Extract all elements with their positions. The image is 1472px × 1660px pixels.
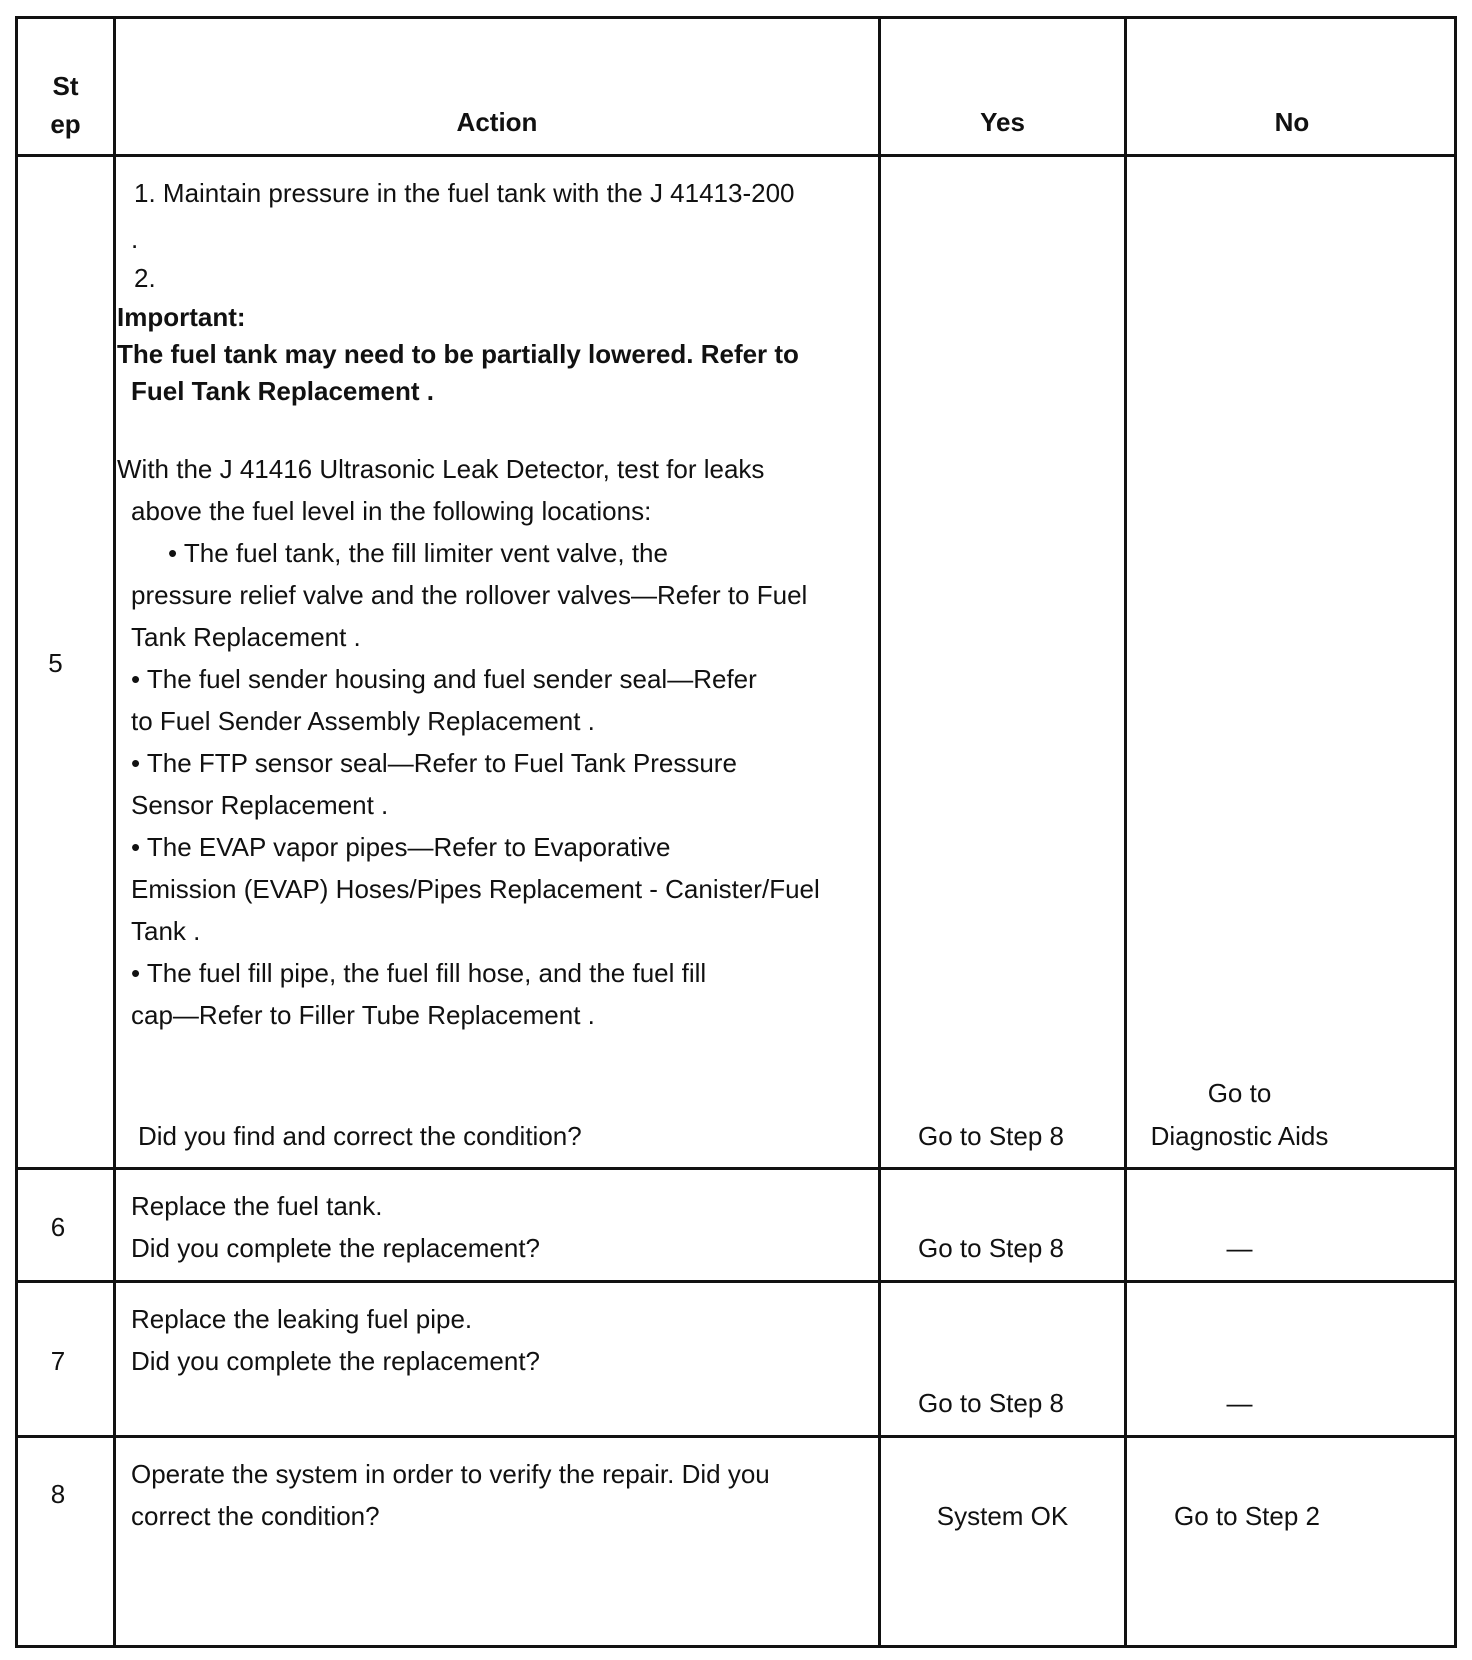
yes-cell: Go to Step 8 (918, 1233, 1064, 1263)
action-line: Sensor Replacement . (131, 790, 389, 820)
row-divider (18, 1167, 1454, 1170)
header-step: St ep (50, 71, 81, 139)
row-divider (18, 1435, 1454, 1438)
action-line: Tank Replacement . (131, 622, 361, 652)
step-number: 8 (50, 1479, 66, 1509)
bullet-line: • The fuel tank, the fill limiter vent valve, the (168, 538, 668, 568)
action-line: cap—Refer to Filler Tube Replacement . (131, 1000, 595, 1030)
action-line: . (131, 224, 139, 254)
yes-cell: System OK (936, 1501, 1069, 1531)
action-line: pressure relief valve and the rollover valves—Refer to Fuel (131, 580, 808, 610)
question-line: Did you find and correct the condition? (138, 1121, 582, 1151)
header-no: No (1274, 107, 1310, 137)
action-line: Emission (EVAP) Hoses/Pipes Replacement - Canister/Fuel (131, 874, 820, 904)
action-line: Replace the leaking fuel pipe. (131, 1304, 473, 1334)
bullet-line: • The fuel sender housing and fuel sender seal—Refer (131, 664, 757, 694)
no-cell: — (1226, 1233, 1253, 1263)
yes-cell: Go to Step 8 (918, 1388, 1064, 1418)
header-yes: Yes (980, 107, 1025, 137)
action-line: 2. (134, 263, 156, 293)
step-number: 5 (48, 648, 63, 678)
question-line: Did you complete the replacement? (131, 1233, 541, 1263)
no-cell: Go to (1207, 1078, 1272, 1108)
action-line: to Fuel Sender Assembly Replacement . (131, 706, 595, 736)
action-line: With the J 41416 Ultrasonic Leak Detector, test for leaks (117, 454, 765, 484)
header-action: Action (456, 107, 538, 137)
no-cell: Diagnostic Aids (1150, 1121, 1329, 1151)
action-line: above the fuel level in the following locations: (131, 496, 652, 526)
important-note: Fuel Tank Replacement . (131, 376, 434, 406)
row-divider (18, 154, 1454, 157)
bullet-line: • The FTP sensor seal—Refer to Fuel Tank Pressure (131, 748, 737, 778)
step-number: 6 (50, 1212, 66, 1242)
question-line: Did you complete the replacement? (131, 1346, 541, 1376)
action-line: Tank . (131, 916, 201, 946)
bullet-line: • The fuel fill pipe, the fuel fill hose, and the fuel fill (131, 958, 707, 988)
bullet-line: • The EVAP vapor pipes—Refer to Evaporative (131, 832, 671, 862)
column-divider (113, 19, 116, 1645)
action-line: 1. Maintain pressure in the fuel tank with the J 41413-200 (134, 178, 795, 208)
action-line: Replace the fuel tank. (131, 1191, 383, 1221)
action-line: Operate the system in order to verify the repair. Did you (131, 1459, 770, 1489)
row-divider (18, 1280, 1454, 1283)
step-number: 7 (50, 1346, 66, 1376)
no-cell: Go to Step 2 (1174, 1501, 1320, 1531)
yes-cell: Go to Step 8 (918, 1121, 1064, 1151)
no-cell: — (1226, 1388, 1253, 1418)
important-label: Important: (117, 302, 246, 332)
diagnostic-table (15, 16, 1457, 1648)
question-line: correct the condition? (131, 1501, 380, 1531)
important-note: The fuel tank may need to be partially lowered. Refer to (117, 339, 799, 369)
